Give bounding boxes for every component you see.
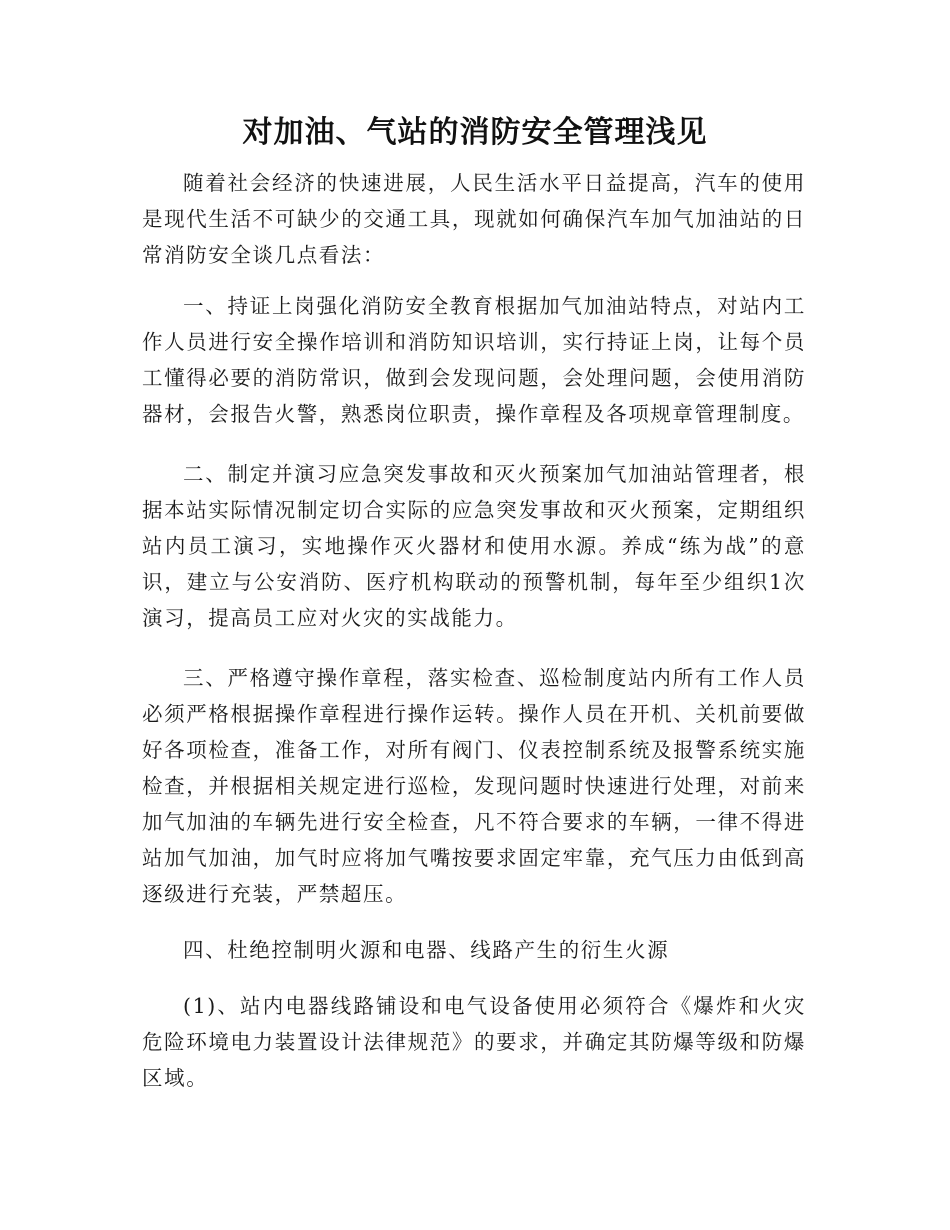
paragraph-section-3: 三、严格遵守操作章程，落实检查、巡检制度站内所有工作人员必须严格根据操作章程进行操作运转。操作人员在开机、关机前要做好各项检查，准备工作，对所有阀门、仪表控制系统及报警系统实施检查，并根据相关规定进行巡检，发现问题时快速进行处理，对前来加气加油的车辆先进行安全检查，凡不符合要求的车辆，一律不得进站加气加油，加气时应将加气嘴按要求固定牢靠，充气压力由低到高逐级进行充装，严禁超压。 bbox=[142, 666, 806, 906]
paragraph-section-2: 二、制定并演习应急突发事故和灭火预案加气加油站管理者，根据本站实际情况制定切合实际的应急突发事故和灭火预案，定期组织站内员工演习，实地操作灭火器材和使用水源。养成“练为战”的意识，建立与公安消防、医疗机构联动的预警机制，每年至少组织1次演习，提高员工应对火灾的实战能力。 bbox=[142, 462, 806, 630]
paragraph-intro: 随着社会经济的快速进展，人民生活水平日益提高，汽车的使用是现代生活不可缺少的交通工具，现就如何确保汽车加气加油站的日常消防安全谈几点看法： bbox=[142, 171, 806, 267]
paragraph-section-4-item-1: (1)、站内电器线路铺设和电气设备使用必须符合《爆炸和火灾危险环境电力装置设计法律规范》的要求，并确定其防爆等级和防爆区域。 bbox=[142, 994, 806, 1090]
paragraph-section-1: 一、持证上岗强化消防安全教育根据加气加油站特点，对站内工作人员进行安全操作培训和消防知识培训，实行持证上岗，让每个员工懂得必要的消防常识，做到会发现问题，会处理问题，会使用消防器材，会报告火警，熟悉岗位职责，操作章程及各项规章管理制度。 bbox=[142, 294, 806, 426]
document-title: 对加油、气站的消防安全管理浅见 bbox=[242, 115, 708, 150]
paragraph-section-4-heading: 四、杜绝控制明火源和电器、线路产生的衍生火源 bbox=[183, 938, 670, 962]
